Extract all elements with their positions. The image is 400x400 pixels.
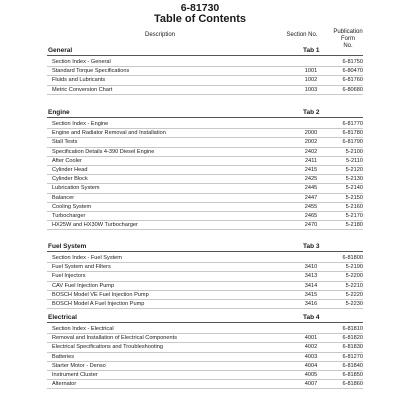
row-publication-form: 5-2100 (345, 148, 363, 155)
row-section-no: 3413 (304, 273, 318, 280)
row-description: Metric Conversion Chart (52, 86, 113, 93)
row-description: Fuel Injectors (52, 273, 86, 280)
section-tab: Tab 1 (303, 47, 320, 54)
row-publication-form: 6-80470 (342, 68, 363, 75)
row-description: Cylinder Head (52, 166, 88, 173)
section-header-general (47, 46, 363, 56)
row-section-no: 3416 (304, 300, 318, 307)
row-section-no: 1002 (304, 77, 318, 84)
table-row (47, 380, 363, 389)
row-section-no: 1001 (304, 68, 318, 75)
table-row (47, 254, 363, 263)
section-tab: Tab 3 (303, 243, 320, 250)
section-tab: Tab 2 (303, 109, 320, 116)
row-publication-form: 6-81860 (342, 381, 363, 388)
row-publication-form: 5-2230 (345, 300, 363, 307)
row-description: BOSCH Model A Fuel Injection Pump (52, 300, 145, 307)
row-publication-form: 6-81840 (342, 362, 363, 369)
row-publication-form: 6-81760 (342, 77, 363, 84)
row-publication-form: 6-81800 (342, 255, 363, 261)
section-rows-fuel-system (47, 254, 363, 309)
section-title: Fuel System (48, 243, 87, 250)
table-row (47, 343, 363, 352)
row-description: Section Index - General (52, 59, 111, 65)
row-description: Section Index - Electrical (52, 326, 114, 332)
row-description: Specification Details 4-390 Diesel Engine (52, 148, 155, 155)
row-description: Starter Motor - Denso (52, 362, 106, 369)
row-description: Alternator (52, 381, 77, 388)
row-publication-form: 6-81850 (342, 371, 363, 378)
table-row (47, 353, 363, 362)
row-description: Engine and Radiator Removal and Installation (52, 130, 166, 137)
table-row (47, 371, 363, 380)
row-publication-form: 5-2150 (345, 194, 363, 201)
table-row (47, 300, 363, 309)
row-section-no: 4005 (304, 371, 318, 378)
row-section-no: 2415 (304, 166, 318, 173)
table-row (47, 138, 363, 147)
table-row (47, 120, 363, 129)
row-description: Removal and Installation of Electrical Components (52, 335, 177, 342)
row-section-no: 4004 (304, 362, 318, 369)
row-publication-form: 5-2160 (345, 203, 363, 210)
table-row (47, 157, 363, 166)
row-publication-form: 6-81780 (342, 130, 363, 137)
row-section-no: 4002 (304, 344, 318, 351)
row-description: HX25W and HX30W Turbocharger (52, 222, 138, 229)
row-publication-form: 5-2140 (345, 185, 363, 192)
row-publication-form: 5-2220 (345, 291, 363, 298)
row-publication-form: 5-2170 (345, 212, 363, 219)
row-publication-form: 5-2210 (345, 282, 363, 289)
table-row (47, 263, 363, 272)
table-row (47, 334, 363, 343)
section-header-electrical (47, 313, 363, 323)
document-number: 6-81730 (180, 2, 220, 14)
table-row (47, 291, 363, 300)
table-row (47, 67, 363, 76)
row-description: Balancer (52, 194, 75, 201)
row-publication-form: 6-81770 (342, 121, 363, 127)
row-section-no: 2411 (304, 157, 318, 164)
section-title: Electrical (48, 314, 77, 321)
section-header-fuel-system (47, 242, 363, 252)
row-publication-form: 6-81790 (342, 139, 363, 146)
table-row (47, 166, 363, 175)
row-publication-form: 5-2130 (345, 176, 363, 183)
table-row (47, 76, 363, 85)
row-publication-form: 6-81830 (342, 344, 363, 351)
row-publication-form: 6-80680 (342, 86, 363, 93)
row-description: After Cooler (52, 157, 82, 164)
row-publication-form: 5-2200 (345, 273, 363, 280)
row-description: Lubrication System (52, 185, 100, 192)
section-rows-electrical (47, 325, 363, 389)
row-publication-form: 6-81270 (342, 353, 363, 360)
row-description: BOSCH Model VE Fuel Injection Pump (52, 291, 149, 298)
row-description: Section Index - Engine (52, 121, 109, 127)
row-publication-form: 5-2110 (345, 157, 363, 164)
row-section-no: 3410 (304, 264, 318, 271)
page-title: Table of Contents (153, 13, 247, 25)
row-section-no: 2000 (304, 130, 318, 137)
row-section-no: 2002 (304, 139, 318, 146)
row-description: Fluids and Lubricants (52, 77, 106, 84)
table-row (47, 221, 363, 230)
row-publication-form: 6-81820 (342, 335, 363, 342)
table-row (47, 362, 363, 371)
section-title: Engine (48, 109, 70, 116)
row-section-no: 2447 (304, 194, 318, 201)
column-header-publication-form-line2: No. (343, 43, 353, 49)
section-header-engine (47, 108, 363, 118)
row-description: Cooling System (52, 203, 92, 210)
table-row (47, 194, 363, 203)
table-row (47, 212, 363, 221)
column-header-publication-form-line1: Publication Form (333, 29, 363, 42)
row-publication-form: 6-81750 (342, 59, 363, 65)
table-row (47, 325, 363, 334)
row-section-no: 1003 (304, 86, 318, 93)
row-description: Electrical Specifications and Troubleshooting (52, 344, 164, 351)
table-row (47, 175, 363, 184)
row-description: Fuel System and Filters (52, 264, 111, 271)
table-row (47, 148, 363, 157)
row-section-no: 4007 (304, 381, 318, 388)
table-row (47, 282, 363, 291)
table-row (47, 86, 363, 95)
column-headers (45, 29, 365, 47)
row-description: Stall Tests (52, 139, 78, 146)
row-section-no: 2455 (304, 203, 318, 210)
table-row (47, 203, 363, 212)
row-section-no: 2445 (304, 185, 318, 192)
row-description: Section Index - Fuel System (52, 255, 122, 261)
table-row (47, 272, 363, 281)
row-section-no: 2465 (304, 212, 318, 219)
table-row (47, 58, 363, 67)
section-rows-general (47, 58, 363, 95)
row-publication-form: 5-2190 (345, 264, 363, 271)
row-publication-form: 5-2120 (345, 166, 363, 173)
column-header-section-no: Section No. (286, 32, 318, 38)
section-title: General (48, 47, 73, 54)
row-section-no: 3414 (304, 282, 318, 289)
row-description: Turbocharger (52, 212, 86, 219)
column-header-description: Description (144, 32, 175, 38)
row-publication-form: 6-81810 (342, 326, 363, 332)
row-section-no: 4001 (304, 335, 318, 342)
row-description: Batteries (52, 353, 75, 360)
section-rows-engine (47, 120, 363, 230)
row-publication-form: 5-2180 (345, 222, 363, 229)
row-section-no: 4003 (304, 353, 318, 360)
table-row (47, 129, 363, 138)
section-tab: Tab 4 (303, 314, 320, 321)
row-section-no: 3415 (304, 291, 318, 298)
row-description: Instrument Cluster (52, 371, 98, 378)
row-section-no: 2470 (304, 222, 318, 229)
row-section-no: 2425 (304, 176, 318, 183)
row-description: Cylinder Block (52, 176, 88, 183)
row-section-no: 2402 (304, 148, 318, 155)
row-description: CAV Fuel Injection Pump (52, 282, 115, 289)
table-row (47, 184, 363, 193)
row-description: Standard Torque Specifications (52, 68, 130, 75)
